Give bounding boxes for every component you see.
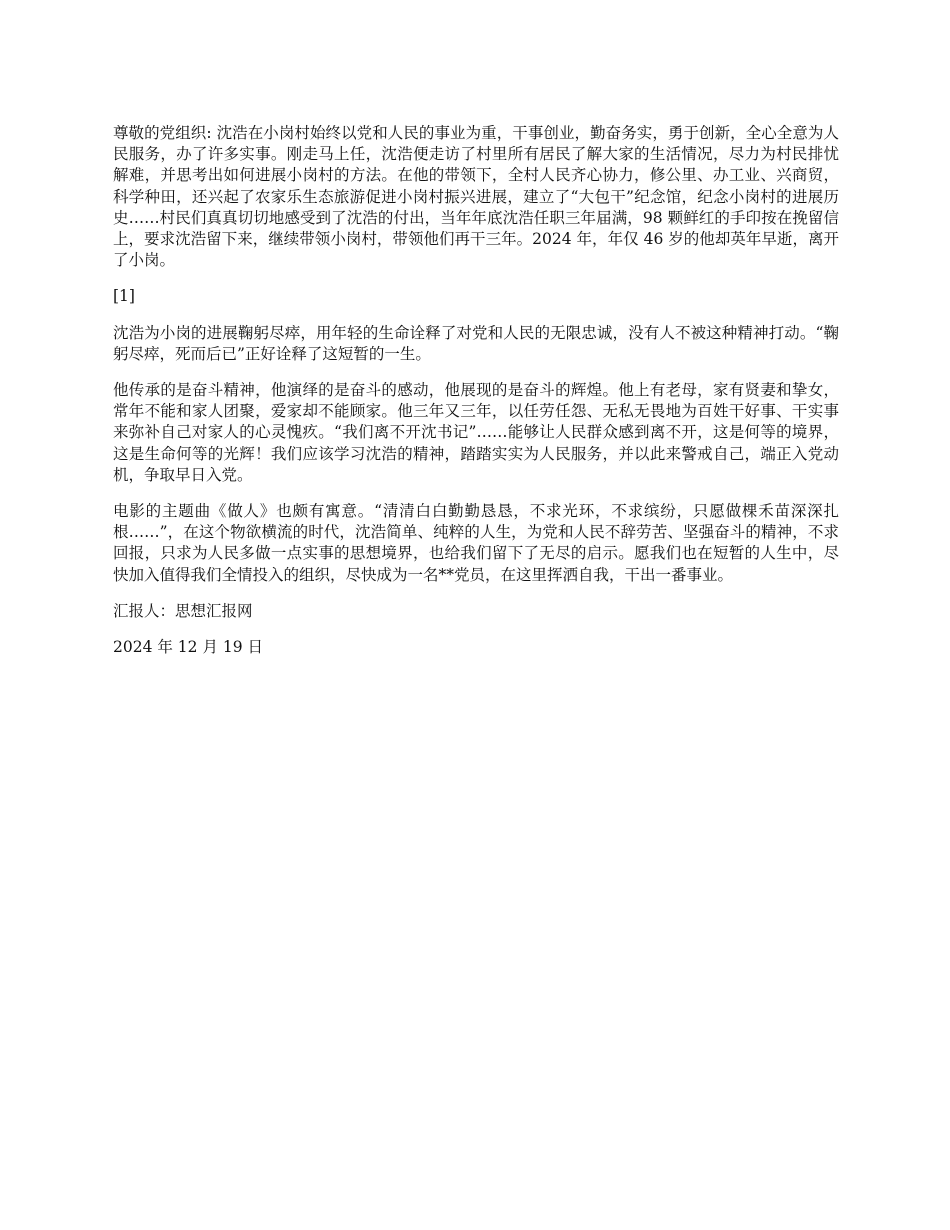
reporter-line: 汇报人：思想汇报网 [113,601,253,620]
document-body [113,123,839,673]
date-line: 2024 年 12 月 19 日 [113,638,264,657]
reference-marker: [1] [113,287,135,306]
paragraph-dedication: 沈浩为小岗的进展鞠躬尽瘁，用年轻的生命诠释了对党和人民的无限忠诚，没有人不被这种精神打动。“鞠躬尽瘁，死而后已”正好诠释了这短暂的一生。 [113,323,839,363]
paragraph-theme-song: 电影的主题曲《做人》也颇有寓意。“清清白白勤勤恳恳，不求光环，不求缤纷，只愿做棵禾苗深深扎根……”，在这个物欲横流的时代，沈浩简单、纯粹的人生，为党和人民不辞劳苦、坚强奋斗的精神，不求回报，只求为人民多做一点实事的思想境界，也给我们留下了无尽的启示。愿我们也在短暂的人生中，尽快加入值得我们全情投入的组织，尽快成为一名**党员，在这里挥洒自我，干出一番事业。 [113,502,839,584]
paragraph-spirit: 他传承的是奋斗精神，他演绎的是奋斗的感动，他展现的是奋斗的辉煌。他上有老母，家有贤妻和挚女，常年不能和家人团聚，爱家却不能顾家。他三年又三年，以任劳任怨、无私无畏地为百姓干好事、干实事来弥补自己对家人的心灵愧疚。“我们离不开沈书记”……能够让人民群众感到离不开，这是何等的境界，这是生命何等的光辉！我们应该学习沈浩的精神，踏踏实实为人民服务，并以此来警戒自己，端正入党动机，争取早日入党。 [113,381,839,484]
paragraph-intro: 尊敬的党组织: 沈浩在小岗村始终以党和人民的事业为重，干事创业，勤奋务实，勇于创新，全心全意为人民服务，办了许多实事。刚走马上任，沈浩便走访了村里所有居民了解大家的生活情况，尽力为村民排忧解难，并思考出如何进展小岗村的方法。在他的带领下，全村人民齐心协力，修公里、办工业、兴商贸，科学种田，还兴起了农家乐生态旅游促进小岗村振兴进展，建立了“大包干”纪念馆，纪念小岗村的进展历史……村民们真真切切地感受到了沈浩的付出，当年年底沈浩任职三年届满，98 颗鲜红的手印按在挽留信上，要求沈浩留下来，继续带领小岗村，带领他们再干三年。2024 年，年仅 46 岁的他却英年早逝，离开了小岗。 [113,124,839,270]
